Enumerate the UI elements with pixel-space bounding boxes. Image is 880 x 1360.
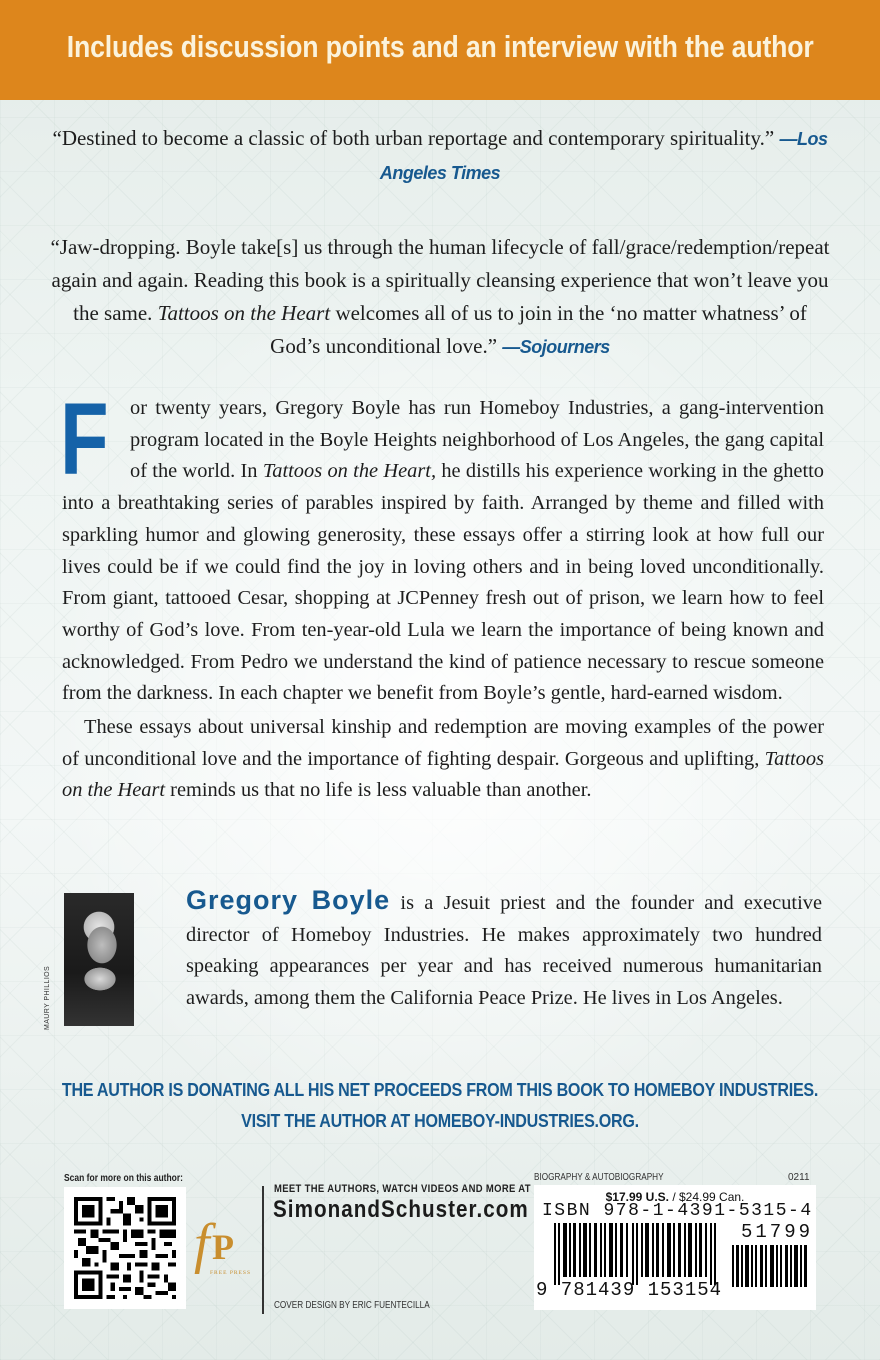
publisher-name: FREE PRESS (210, 1270, 252, 1276)
book-category: BIOGRAPHY & AUTOBIOGRAPHY (534, 1172, 664, 1183)
author-photo (64, 893, 134, 1026)
description-paragraph-1 (60, 382, 824, 710)
barcode-icon (554, 1223, 722, 1285)
isbn-label: ISBN 978-1-4391-5315-4 (542, 1201, 813, 1221)
author-name: Gregory Boyle (186, 885, 391, 915)
paragraph-text: reminds us that no life is less valuable than another. (165, 779, 592, 802)
bio-text: is a Jesuit priest and the founder and executive director of Homeboy Industries. He makes approximately two hundred speaking appearances per year and has received numerous humanitarian awards, among them the California Peace Prize. He lives in Los Angeles. (186, 892, 822, 1009)
qr-code-icon (74, 1197, 176, 1299)
paragraph-text: These essays about universal kinship and redemption are moving examples of the power of unconditional love and the importance of fighting despair. Gorgeous and uplifting, (62, 716, 824, 770)
quote-source: —Sojourners (502, 337, 610, 357)
price-us: $17.99 U.S. (605, 1190, 669, 1204)
category-code: 0211 (788, 1172, 810, 1183)
book-title: Tattoos on the Heart, (262, 460, 437, 483)
drop-cap: F (60, 382, 109, 496)
banner-text: Includes discussion points and an interview with the author (66, 29, 814, 64)
meet-authors-text: MEET THE AUTHORS, WATCH VIDEOS AND MORE AT (274, 1183, 531, 1195)
photo-credit: MAURY PHILLIOS (44, 965, 51, 1030)
addon-barcode-icon (732, 1245, 808, 1287)
quote-text: welcomes all of us to join in the ‘no matter whatness’ of God’s unconditional love.” (270, 301, 807, 358)
paragraph-text: or twenty years, Gregory Boyle has run Homeboy Industries, a gang-intervention program located in the Boyle Heights neighborhood of Los Angeles, the gang capital of the world. In (130, 397, 824, 483)
review-quote-la-times (50, 122, 830, 190)
qr-code[interactable] (64, 1187, 186, 1309)
free-press-logo (190, 1213, 256, 1282)
logo-f: f (194, 1213, 210, 1275)
logo-p: P (212, 1227, 234, 1267)
quote-text: “Jaw-dropping. Boyle take[s] us through the human lifecycle of fall/grace/redemption/repeat again and again. Reading this book is a spiritually cleansing experience that won’t leave you the same. (50, 235, 830, 325)
paragraph-text: he distills his experience working in the ghetto into a breathtaking series of parables inspired by faith. Arranged by theme and filled with sparkling humor and glowing generosity, these essays offer a stirring look at how full our lives could be if we could find the joy in loving others and in being loved unconditionally. From giant, tattooed Cesar, shopping at JCPenney fresh out of prison, we learn how to feel worthy of God’s love. From ten-year-old Lula we learn the importance of being known and acknowledged. From Pedro we understand the kind of patience necessary to rescue someone from the darkness. In each chapter we benefit from Boyle’s gentle, hard-earned wisdom. (62, 460, 824, 705)
book-title: Tattoos on the Heart (62, 747, 824, 802)
book-description (60, 382, 824, 807)
footer-divider (262, 1186, 264, 1314)
publisher-website-link[interactable]: SimonandSchuster.com (273, 1196, 529, 1223)
review-quote-sojourners (50, 231, 830, 364)
price-can: / $24.99 Can. (668, 1190, 745, 1204)
ean-number: 9 781439 153154 (536, 1279, 723, 1301)
description-paragraph-2 (62, 712, 824, 807)
top-banner (0, 0, 880, 100)
donation-notice: THE AUTHOR IS DONATING ALL HIS NET PROCEEDS FROM THIS BOOK TO HOMEBOY INDUSTRIES. (61, 1079, 819, 1100)
author-bio (186, 885, 822, 1014)
book-title: Tattoos on the Heart (157, 301, 331, 325)
author-website-notice: VISIT THE AUTHOR AT HOMEBOY-INDUSTRIES.ORG. (241, 1110, 639, 1131)
qr-label: Scan for more on this author: (64, 1173, 184, 1184)
barcode-panel (534, 1185, 816, 1310)
cover-design-credit: COVER DESIGN BY ERIC FUENTECILLA (274, 1300, 430, 1311)
addon-number: 51799 (741, 1221, 814, 1243)
quote-text: “Destined to become a classic of both urban reportage and contemporary spirituality.” (52, 126, 775, 150)
quote-source: —Los Angeles Times (379, 129, 828, 183)
